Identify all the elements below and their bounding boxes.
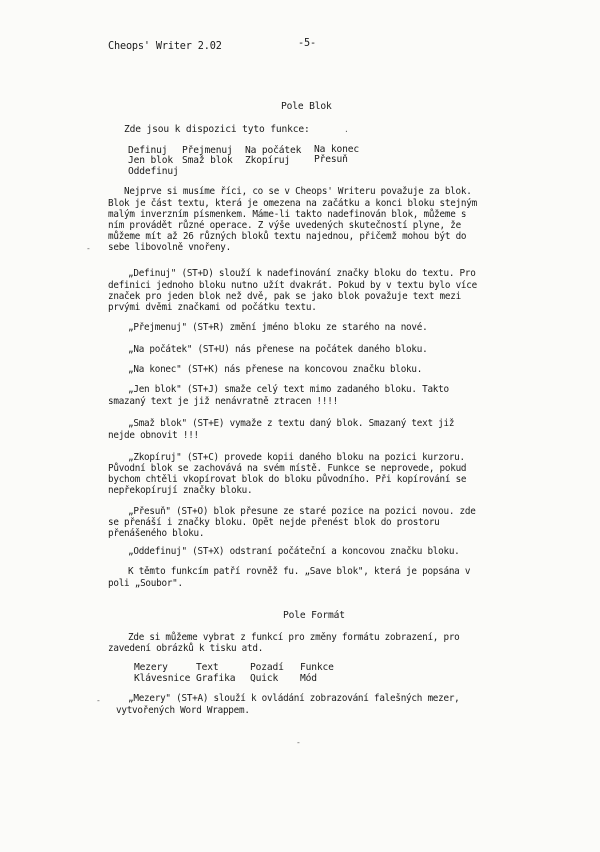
function-na-pocatek: Na počátek <box>245 145 302 156</box>
scan-mark: - <box>296 738 301 747</box>
function-na-konec: Na konec <box>314 144 360 155</box>
paragraph-line: „Jen blok" (ST+J) smaže celý text mimo zadaného bloku. Takto <box>128 384 449 395</box>
paragraph-line: „Přesuň" (ST+O) blok přesune ze staré pozice na pozici novou. zde <box>128 506 476 517</box>
paragraph-line: „Oddefinuj" (ST+X) odstraní počáteční a koncovou značku bloku. <box>128 546 460 557</box>
function-prejmenuj: Přejmenuj <box>182 145 233 156</box>
paragraph-line: poli „Soubor". <box>108 578 183 589</box>
function-quick: Quick <box>250 673 279 684</box>
function-mezery: Mezery <box>134 662 168 673</box>
function-text: Text <box>196 662 219 673</box>
function-mod: Mód <box>300 673 317 684</box>
function-funkce: Funkce <box>300 662 334 673</box>
scan-mark: - <box>96 696 101 705</box>
paragraph-line: Blok je část textu, která je omezena na začátku a konci bloku stejným <box>108 198 477 209</box>
paragraph-line: Zde si můžeme vybrat z funkcí pro změny formátu zobrazení, pro <box>128 632 460 643</box>
function-grafika: Grafika <box>196 673 236 684</box>
function-zkopiruj: Zkopíruj <box>245 155 291 166</box>
paragraph-line: „Na počátek" (ST+U) nás přenese na počátek daného bloku. <box>128 344 428 355</box>
scan-mark: - <box>86 244 91 253</box>
page-number: -5- <box>298 38 316 49</box>
paragraph-line: „Smaž blok" (ST+E) vymaže z textu daný blok. Smazaný text již <box>128 418 455 429</box>
paragraph-line: značek pro jeden blok než dvě, pak se jako blok považuje text mezi <box>108 291 461 302</box>
paragraph-line: „Mezery" (ST+A) slouží k ovládání zobrazování falešných mezer, <box>128 693 460 704</box>
paragraph-line: prvými dvěmi značkami od počátku textu. <box>108 302 317 313</box>
paragraph-line: „Na konec" (ST+K) nás přenese na koncovou značku bloku. <box>128 364 423 375</box>
paragraph-line: přenášeného bloku. <box>108 528 205 539</box>
paragraph-line: můžeme mít až 26 různých bloků textu najednou, přičemž mohou být do <box>108 231 467 242</box>
paragraph-line: K těmto funkcím patří rovněž fu. „Save blok", která je popsána v <box>128 566 471 577</box>
blok-intro: Zde jsou k dispozici tyto funkce: <box>124 124 310 135</box>
paragraph-line: nejde obnovit !!! <box>108 430 199 441</box>
section-heading-format: Pole Formát <box>283 610 345 621</box>
function-definuj: Definuj <box>128 145 168 156</box>
paragraph-line: „Definuj" (ST+D) slouží k nadefinování značky bloku do textu. Pro <box>128 268 476 279</box>
paragraph-line: ním provádět různé operace. Z výše uvedených skutečností plyne, že <box>108 220 461 231</box>
paragraph-line: bychom chtěli vkopírovat blok do bloku původního. Při kopírování se <box>108 474 467 485</box>
paragraph-line: se přenáší i značky bloku. Opět nejde přenést blok do prostoru <box>108 517 440 528</box>
function-klavesnice: Klávesnice <box>134 673 191 684</box>
section-heading-blok: Pole Blok <box>281 101 332 112</box>
paragraph-line: definici jednoho bloku nutno užít dvakrát. Pokud by v textu bylo více <box>108 280 477 291</box>
paragraph-line: malým inverzním písmenkem. Máme-li takto nadefinován blok, můžeme s <box>108 209 467 220</box>
paragraph-line: sebe libovolně vnořeny. <box>108 242 231 253</box>
function-oddefinuj: Oddefinuj <box>128 166 179 177</box>
function-smaz-blok: Smaž blok <box>182 155 233 166</box>
paragraph-line: zavedení obrázků k tisku atd. <box>108 643 264 654</box>
paragraph-line: Původní blok se zachovává na svém místě. Funkce se neprovede, pokud <box>108 463 467 474</box>
document-title: Cheops' Writer 2.02 <box>108 41 222 52</box>
paragraph-line: smazaný text je již nenávratně ztracen !!!! <box>108 396 338 407</box>
paragraph-line: „Přejmenuj" (ST+R) změní jméno bloku ze starého na nové. <box>128 322 428 333</box>
paragraph-line: „Zkopíruj" (ST+C) provede kopii daného bloku na pozici kurzoru. <box>128 452 465 463</box>
paragraph-line: vytvořených Word Wrappem. <box>116 705 250 716</box>
function-jen-blok: Jen blok <box>128 155 174 166</box>
function-presun: Přesuň <box>314 154 348 165</box>
paragraph-line: nepřekopírují značky bloku. <box>108 485 253 496</box>
function-pozadi: Pozadí <box>250 662 284 673</box>
scan-mark: · <box>344 127 349 136</box>
paragraph-line: Nejprve si musíme říci, co se v Cheops' Writeru považuje za blok. <box>124 186 472 197</box>
